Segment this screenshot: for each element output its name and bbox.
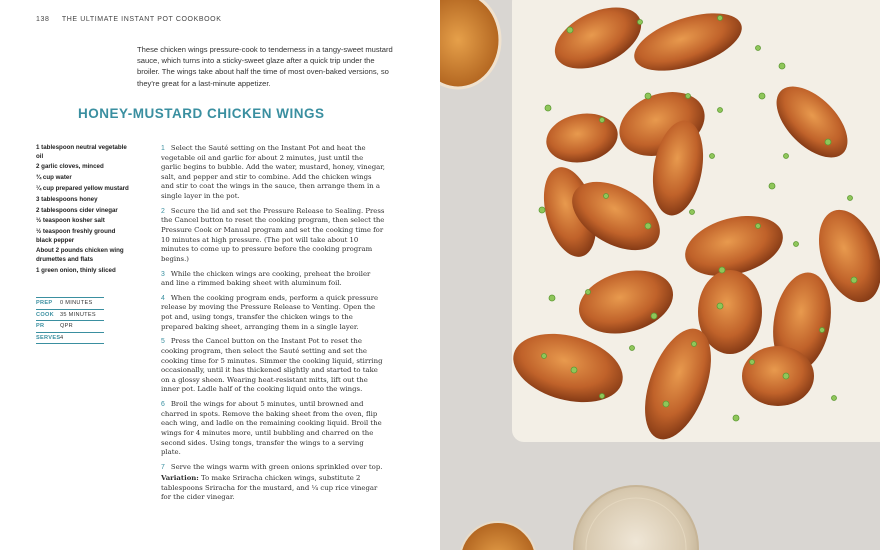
step-text: Select the Sauté setting on the Instant Pot and heat the vegetable oil and garlic for about 2 minutes, just until the garlic begins to bubble. Add the water, mustard, honey, vinegar, salt, and pepper and stir to combine. Add the chicken wings and stir to coat the wings in the sauce, then arrange them in a single layer in the pot. (161, 144, 385, 200)
meta-label: PREP (36, 300, 53, 307)
meta-label: COOK (36, 311, 54, 318)
recipe-meta-table (36, 297, 104, 344)
variation-text: To make Sriracha chicken wings, substitute 2 tablespoons Sriracha for the mustard, and ¼ cup rice vinegar for the cider vinegar. (161, 474, 378, 502)
ingredient-item: ½ teaspoon freshly ground black pepper (36, 228, 116, 244)
ingredient-item: 1 green onion, thinly sliced (36, 266, 116, 274)
instruction-step (161, 270, 385, 289)
instruction-step (161, 144, 385, 202)
step-number: 2 (161, 207, 165, 215)
ingredient-item: 2 garlic cloves, minced (36, 163, 104, 171)
running-head (36, 16, 221, 23)
food-photo (440, 0, 880, 550)
page-number: 138 (36, 16, 50, 23)
step-number: 3 (161, 270, 165, 278)
step-text: Secure the lid and set the Pressure Release to Sealing. Press the Cancel button to reset the cooking program, then select the Pressure Cook or Manual program and set the cooking time for 10 minutes at high pressure. (The pot will take about 10 minutes to come up to pressure before the cooking program begins.) (161, 206, 385, 263)
meta-row-pr (36, 320, 104, 332)
meta-row-cook (36, 309, 104, 321)
ingredient-item: 2 tablespoons cider vinegar (36, 206, 118, 214)
chicken-wings-photo (440, 0, 880, 550)
ingredient-item: 1 tablespoon neutral vegetable oil (36, 144, 127, 160)
instruction-step (161, 207, 385, 265)
instruction-step (161, 400, 385, 458)
meta-label: PR (36, 323, 45, 330)
step-number: 4 (161, 294, 165, 302)
step-text: Press the Cancel button on the Instant Pot to reset the cooking program, then select the Sauté setting and set the cooking time for 5 minutes. Simmer the cooking liquid, stirring occasionally, until it has thickened slightly and started to take on a glossy sheen. Wearing heat-resistant mitts, lift out the inner pot. Ladle half of the cooking liquid onto the wings. (161, 337, 383, 394)
chicken-wing (742, 346, 814, 406)
step-number: 1 (161, 145, 165, 152)
ingredient-item: ½ teaspoon kosher salt (36, 217, 105, 225)
meta-value: 0 MINUTES (60, 300, 93, 307)
ingredients-list (36, 144, 132, 278)
step-text: While the chicken wings are cooking, preheat the broiler and line a rimmed baking sheet with aluminum foil. (161, 269, 371, 288)
meta-label: SERVES (36, 334, 61, 341)
ingredient-item: 3 tablespoons honey (36, 195, 98, 203)
ingredient-item: ¼ cup prepared yellow mustard (36, 184, 129, 192)
variation-label: Variation: (161, 474, 199, 482)
meta-row-prep (36, 297, 104, 309)
meta-value: 4 (60, 334, 64, 341)
step-text: When the cooking program ends, perform a quick pressure release by moving the Pressure Release to Venting. Open the pot and, using tongs, transfer the chicken wings to the prepared baking sheet, arranging them in a single layer. (161, 293, 379, 331)
recipe-intro: These chicken wings pressure-cook to tenderness in a tangy-sweet mustard sauce, which turns into a sticky-sweet glaze after a quick trip under the broiler. The wings take about half the time of most oven-baked versions, so they're great for a last-minute appetizer. (137, 45, 393, 88)
step-number: 7 (161, 463, 165, 471)
meta-value: 35 MINUTES (60, 311, 96, 318)
instruction-step (161, 294, 385, 332)
ingredient-item: ¾ cup water (36, 174, 72, 182)
ingredient-item: About 2 pounds chicken wing drumettes and flats (36, 247, 124, 264)
step-number: 5 (161, 338, 165, 346)
instructions-list (161, 144, 385, 478)
recipe-variation (161, 474, 389, 503)
step-text: Serve the wings warm with green onions sprinkled over top. (170, 462, 383, 471)
step-number: 6 (161, 401, 165, 409)
instruction-step (161, 337, 385, 395)
meta-row-serves (36, 332, 104, 345)
instruction-step (161, 463, 385, 473)
recipe-title: HONEY-MUSTARD CHICKEN WINGS (78, 106, 325, 121)
book-title: THE ULTIMATE INSTANT POT COOKBOOK (61, 16, 222, 23)
step-text: Broil the wings for about 5 minutes, until browned and charred in spots. Remove the baking sheet from the oven, flip each wing, and ladle on the remaining cooking liquid. Broil the wings for 4 minutes more, until bubbling and charred on the second sides. Using tongs, transfer the wings to a serving plate. (161, 400, 382, 457)
meta-value: QPR (60, 323, 74, 330)
